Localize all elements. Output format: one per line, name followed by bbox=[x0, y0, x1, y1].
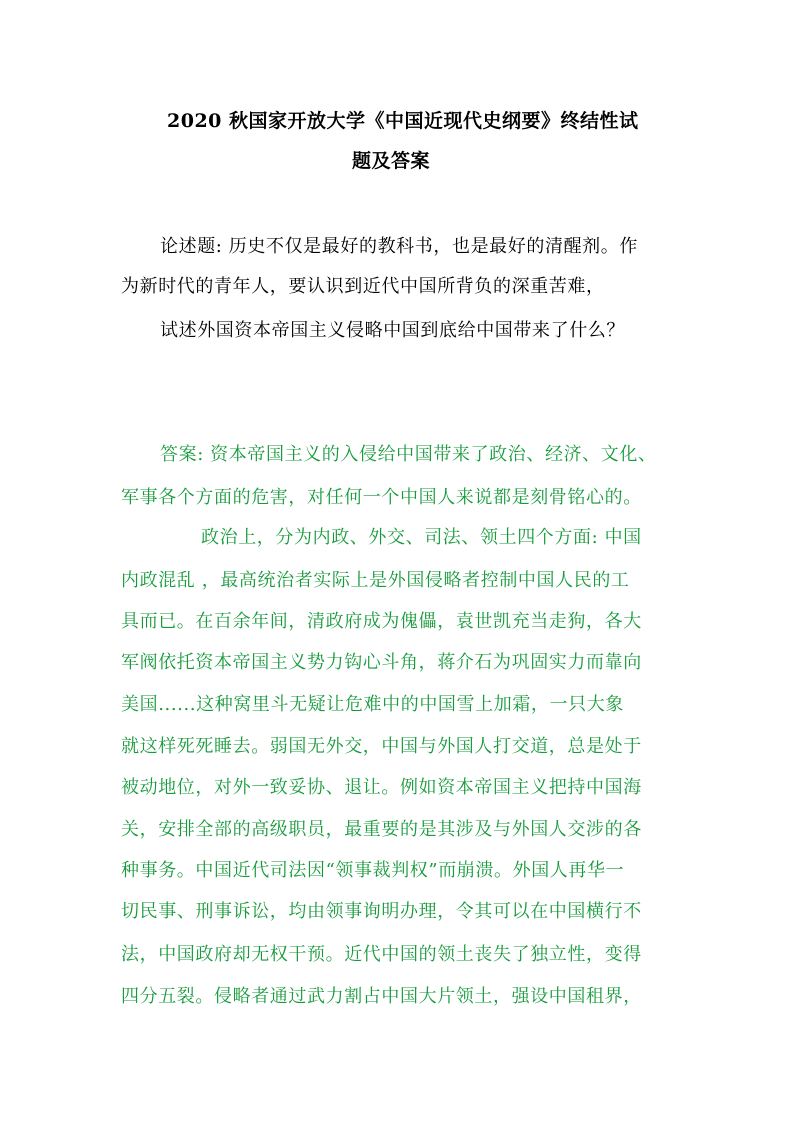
document-title-line-1: 2020 秋国家开放大学《中国近现代史纲要》终结性试 bbox=[167, 110, 639, 132]
answer-line: 美国......这种窝里斗无疑让危难中的中国雪上加霜，一只大象 bbox=[121, 694, 624, 715]
question-line: 为新时代的青年人，要认识到近代中国所背负的深重苦难， bbox=[121, 276, 605, 297]
answer-line: 军事各个方面的危害，对任何一个中国人来说都是刻骨铭心的。 bbox=[121, 487, 642, 508]
answer-line: 种事务。中国近代司法因“领事裁判权”而崩溃。外国人再华一 bbox=[121, 860, 625, 881]
answer-line: 就这样死死睡去。弱国无外交，中国与外国人打交道，总是处于 bbox=[121, 736, 642, 757]
answer-line: 法，中国政府却无权干预。近代中国的领土丧失了独立性，变得 bbox=[121, 944, 642, 965]
question-line: 论述题: 历史不仅是最好的教科书，也是最好的清醒剂。作 bbox=[160, 236, 638, 257]
answer-line: 切民事、刑事诉讼，均由领事询明办理，令其可以在中国横行不 bbox=[121, 901, 642, 922]
answer-line: 关，安排全部的高级职员，最重要的是其涉及与外国人交涉的各 bbox=[121, 819, 642, 840]
answer-line: 军阀依托资本帝国主义势力钩心斗角，蒋介石为巩固实力而靠向 bbox=[121, 652, 642, 673]
answer-line: 内政混乱 ，最高统治者实际上是外国侵略者控制中国人民的工 bbox=[121, 570, 630, 591]
answer-line: 具而已。在百余年间，清政府成为傀儡，袁世凯充当走狗，各大 bbox=[121, 611, 642, 632]
answer-line: 四分五裂。侵略者通过武力割占中国大片领土，强设中国租界， bbox=[121, 986, 642, 1007]
question-line: 试述外国资本帝国主义侵略中国到底给中国带来了什么？ bbox=[160, 320, 625, 341]
answer-line: 被动地位，对外一致妥协、退让。例如资本帝国主义把持中国海 bbox=[121, 777, 642, 798]
answer-line: 答案: 资本帝国主义的入侵给中国带来了政治、经济、文化、 bbox=[160, 444, 657, 465]
document-title-line-2: 题及答案 bbox=[352, 150, 431, 172]
answer-line: 政治上，分为内政、外交、司法、领土四个方面: 中国 bbox=[201, 527, 642, 548]
